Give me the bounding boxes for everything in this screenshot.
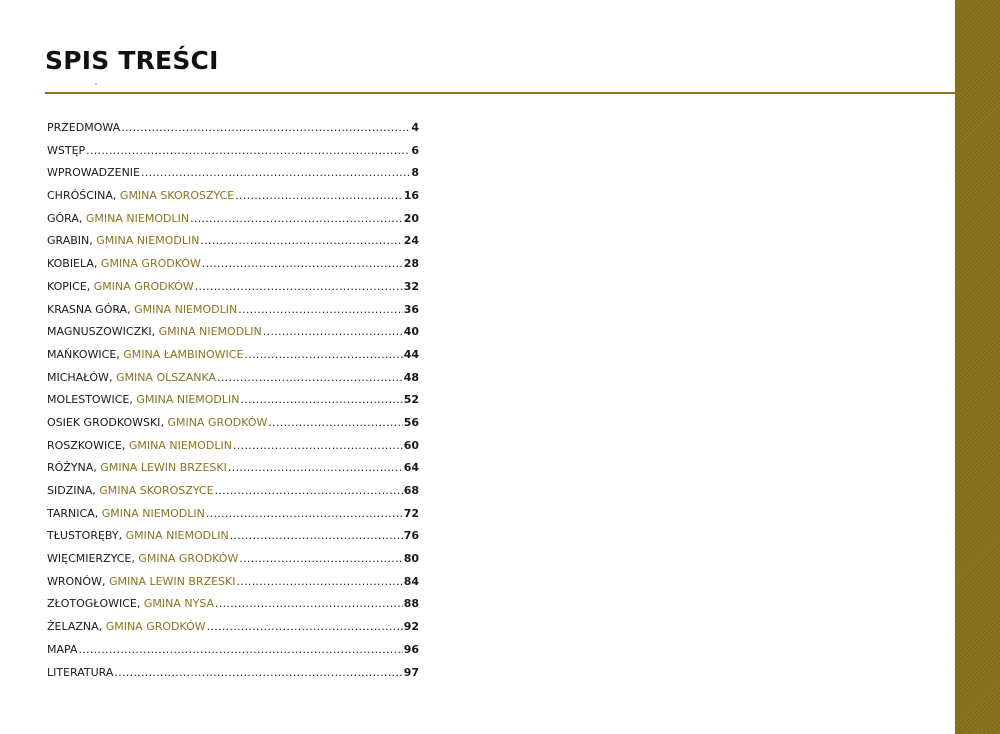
toc-page-number: 28 bbox=[403, 257, 419, 271]
toc-place-name: TARNICA bbox=[47, 506, 95, 520]
toc-page-number: 68 bbox=[403, 484, 419, 497]
toc-page-number: 96 bbox=[403, 642, 419, 656]
toc-gmina-name: GMINA NIEMODLIN bbox=[101, 506, 205, 520]
toc-place-name: WSTĘP bbox=[47, 143, 86, 157]
toc-entry[interactable] bbox=[47, 371, 419, 394]
toc-gmina-name: GMINA NIEMODLIN bbox=[96, 234, 200, 248]
toc-dot-leader bbox=[114, 666, 402, 679]
toc-place-name: PRZEDMOWA bbox=[47, 121, 121, 134]
toc-dot-leader bbox=[86, 144, 410, 157]
toc-entry[interactable] bbox=[47, 552, 419, 575]
toc-gmina-name: GMINA NIEMODLIN bbox=[85, 211, 190, 225]
toc-page-number: 92 bbox=[403, 620, 419, 634]
toc-gmina-name: GMINA NIEMODLIN bbox=[134, 302, 238, 316]
toc-dot-leader bbox=[217, 371, 403, 384]
toc-entry[interactable] bbox=[47, 507, 419, 530]
toc-separator: , bbox=[93, 461, 101, 475]
toc-entry[interactable] bbox=[47, 348, 419, 371]
toc-entry[interactable] bbox=[47, 121, 419, 144]
toc-page-number: 4 bbox=[411, 121, 419, 134]
toc-dot-leader bbox=[238, 303, 402, 316]
toc-page-number: 16 bbox=[403, 189, 419, 203]
toc-page-number: 52 bbox=[403, 393, 419, 407]
toc-gmina-name: GMINA GRODKÓW bbox=[100, 257, 201, 271]
toc-place-name: ŻELAZNA bbox=[47, 620, 99, 634]
toc-entry[interactable] bbox=[47, 303, 419, 326]
toc-separator: , bbox=[160, 415, 168, 429]
toc-entry[interactable] bbox=[47, 666, 419, 689]
toc-place-name: ZŁOTOGŁOWICE bbox=[47, 597, 137, 611]
toc-place-name: LITERATURA bbox=[47, 665, 114, 679]
toc-gmina-name: GMINA NIEMODLIN bbox=[128, 438, 232, 452]
toc-separator: , bbox=[94, 506, 102, 520]
toc-separator: , bbox=[129, 393, 137, 407]
toc-page-number: 32 bbox=[403, 279, 419, 293]
toc-separator: , bbox=[127, 302, 135, 316]
toc-page-number: 24 bbox=[403, 234, 419, 248]
toc-dot-leader bbox=[230, 529, 403, 542]
toc-entry[interactable] bbox=[47, 439, 419, 462]
toc-separator: , bbox=[86, 279, 94, 293]
toc-page-number: 56 bbox=[403, 415, 419, 429]
toc-separator: , bbox=[112, 189, 120, 203]
toc-entry[interactable] bbox=[47, 529, 419, 552]
toc-dot-leader bbox=[215, 597, 403, 610]
toc-separator: , bbox=[89, 234, 97, 248]
toc-separator: , bbox=[121, 438, 129, 452]
toc-dot-leader bbox=[268, 416, 402, 429]
toc-gmina-name: GMINA LEWIN BRZESKI bbox=[100, 461, 227, 475]
toc-separator: , bbox=[98, 620, 106, 634]
toc-gmina-name: GMINA GRODKÓW bbox=[138, 552, 239, 566]
toc-place-name: MAPA bbox=[47, 642, 78, 656]
toc-dot-leader bbox=[244, 348, 402, 361]
toc-place-name: ROSZKOWICE bbox=[47, 438, 122, 452]
toc-place-name: MICHAŁÓW bbox=[47, 370, 109, 384]
toc-separator: , bbox=[131, 552, 139, 566]
toc-separator: , bbox=[92, 484, 100, 497]
toc-page-number: 36 bbox=[403, 302, 419, 316]
toc-place-name: WRONÓW bbox=[47, 574, 102, 588]
toc-place-name: MAŃKOWICE bbox=[47, 347, 117, 361]
toc-entry[interactable] bbox=[47, 144, 419, 167]
toc-dot-leader bbox=[78, 643, 402, 656]
toc-dot-leader bbox=[121, 121, 410, 134]
toc-place-name: MOLESTOWICE bbox=[47, 393, 130, 407]
toc-place-name: WIĘCMIERZYCE bbox=[47, 552, 132, 566]
toc-dot-leader bbox=[241, 393, 403, 406]
toc-separator: , bbox=[118, 529, 126, 543]
toc-dot-leader bbox=[233, 439, 403, 452]
page-title: SPIS TREŚCI bbox=[45, 46, 219, 75]
toc-separator: , bbox=[101, 574, 109, 588]
toc-place-name: GRABIN bbox=[47, 234, 90, 248]
toc-separator: , bbox=[136, 597, 144, 611]
toc-dot-leader bbox=[202, 257, 403, 270]
toc-dot-leader bbox=[207, 620, 403, 633]
toc-dot-leader bbox=[215, 484, 403, 497]
toc-dot-leader bbox=[141, 166, 410, 179]
toc-gmina-name: GMINA NIEMODLIN bbox=[158, 325, 262, 339]
toc-gmina-name: GMINA GRODKÓW bbox=[93, 279, 194, 293]
toc-place-name: KOPICE bbox=[47, 279, 87, 293]
toc-dot-leader bbox=[206, 507, 403, 520]
toc-separator: , bbox=[108, 370, 116, 384]
toc-entry[interactable] bbox=[47, 416, 419, 439]
toc-entry[interactable] bbox=[47, 620, 419, 643]
toc-place-name: MAGNUSZOWICZKI bbox=[47, 325, 152, 339]
toc-page-number: 44 bbox=[403, 347, 419, 361]
toc-dot-leader bbox=[263, 325, 403, 338]
toc-place-name: GÓRA bbox=[47, 211, 79, 225]
toc-place-name: KRASNA GÓRA bbox=[47, 302, 128, 316]
toc-place-name: TŁUSTORĘBY bbox=[47, 529, 119, 543]
toc-entry[interactable] bbox=[47, 393, 419, 416]
toc-page-number: 64 bbox=[403, 461, 419, 475]
toc-entry[interactable] bbox=[47, 643, 419, 666]
toc-entry[interactable] bbox=[47, 234, 419, 257]
toc-dot-leader bbox=[190, 212, 403, 225]
toc-dot-leader bbox=[195, 280, 403, 293]
toc-separator: , bbox=[151, 325, 159, 339]
toc-entry[interactable] bbox=[47, 189, 419, 212]
toc-entry[interactable] bbox=[47, 212, 419, 235]
toc-dot-leader bbox=[239, 552, 402, 565]
toc-entry[interactable] bbox=[47, 166, 419, 189]
toc-gmina-name: GMINA OLSZANKA bbox=[115, 370, 217, 384]
toc-page-number: 84 bbox=[403, 574, 419, 588]
toc-page-number: 97 bbox=[403, 665, 419, 679]
toc-page-number: 8 bbox=[411, 166, 419, 180]
toc-gmina-name: GMINA GRODKÓW bbox=[167, 415, 268, 429]
toc-gmina-name: GMINA LEWIN BRZESKI bbox=[108, 574, 236, 588]
toc-separator: , bbox=[116, 347, 124, 361]
decorative-side-stripe bbox=[955, 0, 1000, 734]
toc-page-number: 88 bbox=[403, 597, 419, 611]
toc-gmina-name: GMINA ŁAMBINOWICE bbox=[123, 347, 244, 361]
toc-place-name: SIDZINA bbox=[47, 484, 93, 497]
toc-place-name: RÓŻYNA bbox=[47, 461, 94, 475]
toc-gmina-name: GMINA NIEMODLIN bbox=[136, 393, 240, 407]
toc-gmina-name: GMINA NIEMODLIN bbox=[125, 529, 229, 543]
toc-place-name: CHRÓŚCINA bbox=[47, 189, 113, 203]
toc-page-number: 40 bbox=[403, 325, 419, 339]
toc-gmina-name: GMINA SKOROSZYCE bbox=[119, 189, 235, 203]
toc-page-number: 6 bbox=[411, 143, 419, 157]
small-caret-mark: ˇ bbox=[94, 83, 98, 92]
toc-place-name: OSIEK GRODKOWSKI bbox=[47, 415, 161, 429]
toc-entry[interactable] bbox=[47, 280, 419, 303]
toc-gmina-name: GMINA NYSA bbox=[143, 597, 215, 611]
toc-dot-leader bbox=[237, 575, 403, 588]
toc-gmina-name: GMINA SKOROSZYCE bbox=[99, 484, 214, 497]
toc-dot-leader bbox=[228, 461, 403, 474]
toc-page-number: 76 bbox=[403, 529, 419, 543]
title-divider bbox=[45, 92, 955, 94]
toc-dot-leader bbox=[235, 189, 402, 202]
toc-dot-leader bbox=[200, 234, 402, 247]
table-of-contents bbox=[47, 121, 419, 688]
toc-entry[interactable] bbox=[47, 325, 419, 348]
toc-entry[interactable] bbox=[47, 575, 419, 598]
toc-entry[interactable] bbox=[47, 257, 419, 280]
toc-separator: , bbox=[78, 211, 86, 225]
toc-entry[interactable] bbox=[47, 484, 419, 507]
toc-entry[interactable] bbox=[47, 597, 419, 620]
toc-page-number: 20 bbox=[403, 211, 419, 225]
toc-page-number: 60 bbox=[403, 438, 419, 452]
toc-page-number: 80 bbox=[403, 552, 419, 566]
toc-entry[interactable] bbox=[47, 461, 419, 484]
toc-place-name: KOBIELA bbox=[47, 257, 94, 271]
toc-separator: , bbox=[93, 257, 101, 271]
toc-page-number: 72 bbox=[403, 506, 419, 520]
toc-page-number: 48 bbox=[403, 370, 419, 384]
toc-place-name: WPROWADZENIE bbox=[47, 166, 140, 180]
toc-gmina-name: GMINA GRODKÓW bbox=[105, 620, 206, 634]
